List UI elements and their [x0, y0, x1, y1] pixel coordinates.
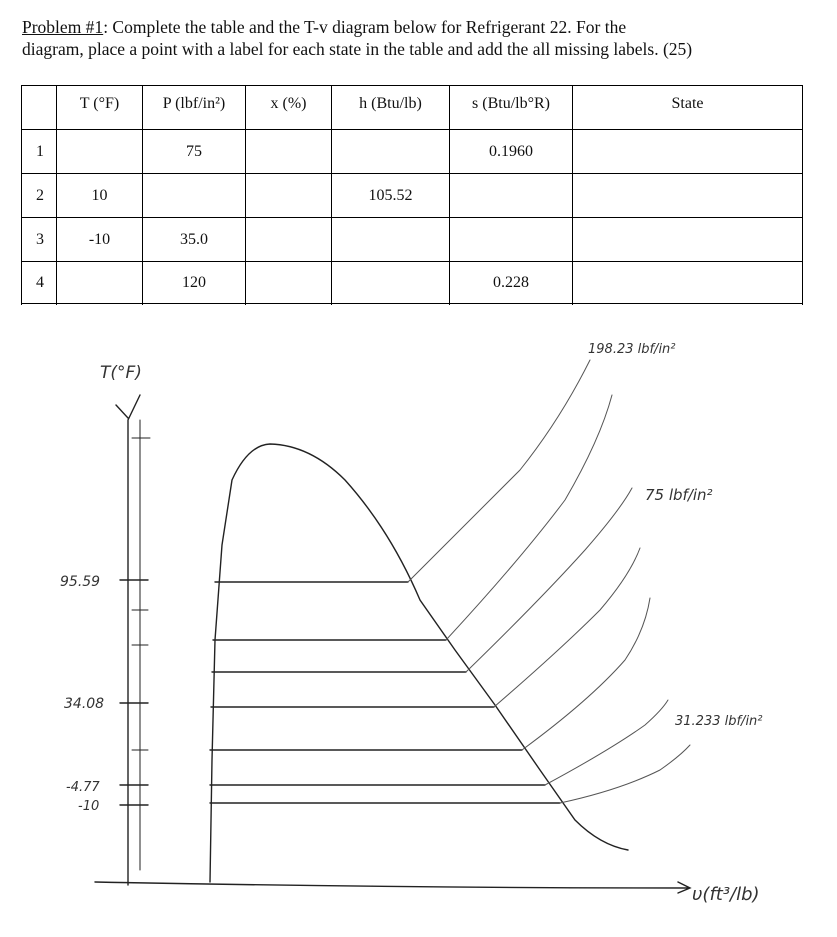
- table-cell[interactable]: 120: [143, 262, 246, 306]
- table-cell[interactable]: [332, 130, 450, 174]
- table-cell[interactable]: [332, 262, 450, 306]
- isobar-75: [466, 488, 632, 672]
- x-axis-label: υ(ft³/lb): [692, 884, 760, 905]
- isobar-198: [408, 360, 590, 582]
- table-cell[interactable]: -10: [57, 218, 143, 262]
- table-row: [22, 218, 803, 262]
- table-row: [22, 174, 803, 218]
- problem-label: Problem #1: [22, 17, 104, 37]
- problem-text-line2: diagram, place a point with a label for each state in the table and add the all missing labels. (25): [22, 39, 693, 59]
- y-tick-label: -4.77: [66, 780, 100, 795]
- table-cell[interactable]: 10: [57, 174, 143, 218]
- table-header-row: [22, 86, 803, 130]
- pressure-label: 31.233 lbf/in²: [675, 714, 763, 729]
- row-number: 3: [22, 218, 57, 262]
- isobar: [494, 548, 640, 707]
- table-cell[interactable]: [573, 218, 803, 262]
- saturation-dome: [210, 444, 628, 882]
- table-cell[interactable]: [450, 174, 573, 218]
- isobar: [560, 745, 690, 803]
- problem-statement: [22, 16, 822, 60]
- table-row: [22, 262, 803, 306]
- t-v-diagram: [0, 300, 837, 937]
- header-cell: x (%): [246, 86, 332, 130]
- table-cell[interactable]: [332, 218, 450, 262]
- table-cell[interactable]: [57, 262, 143, 306]
- y-axis-label: T(°F): [100, 363, 142, 383]
- table-cell[interactable]: [246, 262, 332, 306]
- header-cell: P (lbf/in²): [143, 86, 246, 130]
- header-cell: s (Btu/lb°R): [450, 86, 573, 130]
- row-number: 4: [22, 262, 57, 306]
- table-cell[interactable]: [143, 174, 246, 218]
- isobar: [522, 598, 650, 750]
- table-cell[interactable]: [573, 262, 803, 306]
- problem-text-line1: : Complete the table and the T-v diagram below for Refrigerant 22. For the: [103, 17, 627, 37]
- table-cell[interactable]: 75: [143, 130, 246, 174]
- header-cell: [22, 86, 57, 130]
- table-cell[interactable]: 0.1960: [450, 130, 573, 174]
- table-cell[interactable]: 0.228: [450, 262, 573, 306]
- table-cell[interactable]: [450, 218, 573, 262]
- y-tick-label: -10: [78, 799, 100, 814]
- table-cell[interactable]: [246, 218, 332, 262]
- row-number: 2: [22, 174, 57, 218]
- table-cell[interactable]: 35.0: [143, 218, 246, 262]
- y-axis: [116, 395, 140, 885]
- isobar: [446, 395, 612, 640]
- header-cell: h (Btu/lb): [332, 86, 450, 130]
- pressure-label: 75 lbf/in²: [645, 486, 713, 504]
- y-tick-label: 34.08: [64, 696, 105, 712]
- table-cell[interactable]: [573, 174, 803, 218]
- header-cell: State: [573, 86, 803, 130]
- x-axis: [95, 882, 690, 893]
- y-tick-label: 95.59: [60, 574, 101, 590]
- property-table: [21, 85, 803, 305]
- pressure-label: 198.23 lbf/in²: [588, 342, 676, 357]
- isobar-31: [545, 700, 668, 785]
- table-cell[interactable]: [57, 130, 143, 174]
- table-cell[interactable]: [573, 130, 803, 174]
- row-number: 1: [22, 130, 57, 174]
- table-cell[interactable]: [246, 130, 332, 174]
- table-cell[interactable]: 105.52: [332, 174, 450, 218]
- table-row: [22, 130, 803, 174]
- table-cell[interactable]: [246, 174, 332, 218]
- header-cell: T (°F): [57, 86, 143, 130]
